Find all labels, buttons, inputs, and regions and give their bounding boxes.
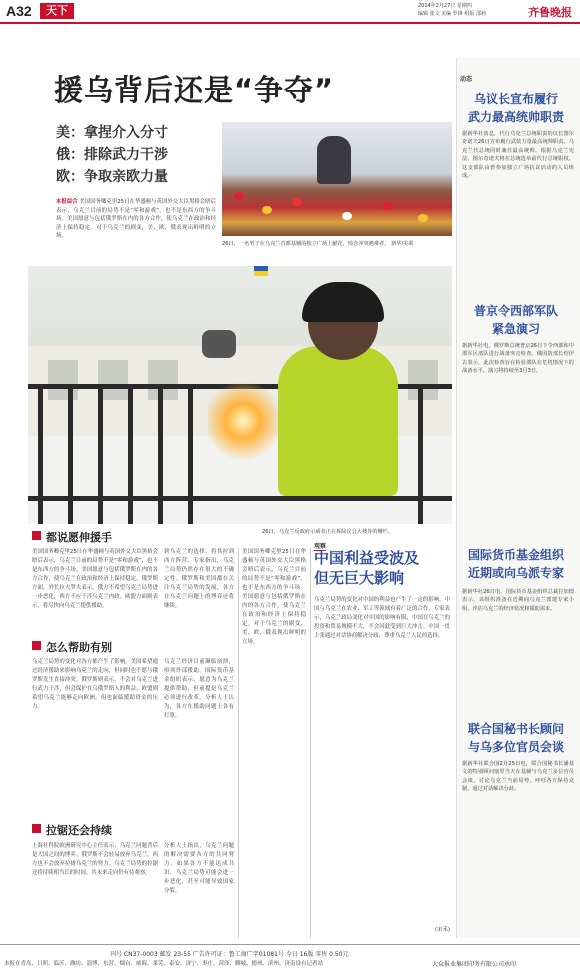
footer-printer: 大众报业集团印务有限公司承印 (432, 961, 517, 968)
sidebar-item-2-title: 普京令西部军队 紧急演习 (473, 304, 558, 336)
worker-glove (202, 330, 236, 358)
sidebar-item-4-title: 联合国秘书长顾问 与乌多位官员会谈 (467, 722, 564, 754)
building-window (408, 360, 438, 400)
photo2-caption: 26日，乌克兰反政府示威者正在拆除议会大楼外的栅栏。 (262, 529, 394, 535)
issue-date: 2014年2月27日 星期四 (418, 3, 472, 9)
fence-bar (128, 386, 133, 524)
masthead-logo: 齐鲁晚报 (528, 6, 572, 19)
sidebar-item-1-title: 乌议长宣布履行 武力最高统帅职责 (467, 92, 564, 124)
flower-shape (342, 212, 352, 220)
page-footer (0, 944, 580, 980)
editors-line: 编辑 张文 美编 罗锋 组版 邵莉 (418, 11, 486, 17)
lead-text: 美国国务卿克里25日在华盛顿与英国外交大臣黑格会晤后表示，乌克兰目前的局势不是“零和游戏”，也不是东西方的争斗场。美国愿意与包括俄罗斯在内的各方合作，使乌克兰在政治和经济上保持稳定。对于乌克兰的剧变，美、欧、俄表现出鲜明的立场。 (56, 199, 216, 240)
section2-text-col2: 乌克兰经济目前濒临崩溃，亟须外部援助。国际货币基金组织表示，愿意为乌克兰提供帮助，但前提是乌克兰必须进行改革。分析人士认为，各方在援助问题上各有打算。 (164, 659, 234, 719)
section3-text-col1: 上海社科院欧洲研究中心主任表示，乌克兰问题背后是大国之间的博弈。俄罗斯不会轻易放弃乌克兰，西方也不会放弃拉拢乌克兰的努力。乌克兰局势的拉锯还将持续相当长的时间，其未来走向仍有待观察。 (32, 843, 158, 876)
sparks (208, 376, 278, 466)
fence-bar (418, 386, 423, 524)
sidebar-item-1-text: 据新华社消息，代行乌克兰总统职责的议长图尔奇诺夫26日宣布履行武装力量最高统帅职责。乌克兰代总统同时兼任最高统帅。根据乌克兰宪法，图尔奇诺夫将在总统选举前代行总统职权。这支部队由曾参加独立广场抗议活动的人员组成。 (462, 131, 574, 180)
page-title: 援乌背后还是“争夺” (54, 73, 335, 107)
commentary-title-line2: 但无巨大影响 (314, 569, 405, 587)
fence-rail (28, 496, 452, 501)
flower-shape (262, 206, 272, 214)
section1-text-col1: 美国国务卿克里25日在华盛顿与英国外交大臣黑格会晤后表示，乌克兰目前的局势不是“零和游戏”，也不是东西方的争斗场。美国愿意与包括俄罗斯在内的各方合作，使乌克兰在政治和经济上保持稳定。俄罗斯方面，外长拉夫罗夫表示，俄方不希望乌克兰局势进一步恶化，西方不应干涉乌克兰内政。欧盟方面则表示，将尽快向乌克兰提供援助。 (32, 549, 158, 609)
subheadline-russia: 俄：排除武力干涉 (56, 147, 168, 163)
sidebar-item-4-text: 据新华社联合国2月25日电，联合国秘书长潘基文的特别顾问塞里当天在基辅与乌克兰多位官员会谈，讨论乌克兰当前局势，呼吁各方保持克制，通过对话解决分歧。 (462, 761, 574, 793)
sidebar-item-2-text: 据新华社电，俄罗斯总统普京26日下令西部和中部军区部队进行战备突击检查。俄国防部长绍伊古表示，此次检查旨在检验部队在危机情况下的战备水平。演习将持续至3月3日。 (462, 343, 574, 375)
worker-vest (278, 346, 398, 496)
section-marker-icon (32, 531, 41, 540)
sidebar-item-3-text: 据新华社26日电，国际货币基金组织总裁拉加德表示，该组织准备在近期向乌克兰派遣专家小组，评估乌克兰的经济状况和援助需求。 (462, 589, 574, 612)
commentary-body: 乌克兰局势的变化对中国的利益也产生了一定的影响。中国与乌克兰在农业、军工等领域有着广泛的合作。专家表示，乌克兰政局变化对中国的影响有限，中国在乌克兰的投资和贸易规模不大，不会因此受到巨大冲击。中国一贯主张通过对话协商解决分歧，尊重乌克兰人民的选择。 (314, 597, 450, 639)
photo-memorial-flowers (222, 122, 452, 236)
flower-shape (234, 192, 244, 200)
photo1-caption: 26日，一名男子在乌克兰首都基辅的独立广场上献花，悼念冲突遇难者。 新华/美联 (222, 241, 414, 247)
building-window (48, 360, 78, 400)
lead-paragraph (56, 198, 216, 241)
flower-shape (292, 198, 302, 206)
section-heading-2: 怎么帮助有别 (28, 639, 228, 653)
section2-text-col1: 乌克兰局势的变化对各方都产生了影响。美国希望通过经济援助来影响乌克兰的走向，但同时也不愿与俄罗斯发生直接冲突。俄罗斯则表示，不会对乌克兰进行武力干涉，但会保护在乌俄罗斯人的利益。欧盟则希望乌克兰能够走向欧洲，但也面临援助资金的压力。 (32, 659, 158, 710)
section-heading-3: 拉锯还会持续 (28, 822, 228, 836)
fence-bar (98, 386, 103, 524)
commentary-author: (宋禾) (435, 927, 450, 933)
section-marker-icon (32, 824, 41, 833)
continued-text-col: 美国国务卿克里25日在华盛顿与英国外交大臣黑格会晤后表示，乌克兰目前的局势不是“零和游戏”，也不是东西方的争斗场。美国愿意与包括俄罗斯在内的各方合作，使乌克兰在政治和经济上保持稳定。对于乌克兰的剧变，美、欧、俄表现出鲜明的立场。 (242, 549, 306, 645)
lead-source: 本报综合 (56, 199, 78, 205)
subheadline-eu: 欧：争取亲欧力量 (56, 169, 168, 185)
sidebar-item-3-title: 国际货币基金组织 近期或向乌派专家 (467, 548, 564, 580)
flower-shape (382, 202, 392, 210)
commentary-tag: 观察 (314, 543, 327, 550)
section-marker-icon (32, 641, 41, 650)
section3-text-col2: 分析人士指出，乌克兰问题的解决需要各方的共同努力。如果各方不能达成共识，乌克兰局势可能会进一步恶化，甚至可能导致国家分裂。 (164, 843, 234, 894)
building-window (148, 360, 178, 400)
sidebar-tag: 动态 (460, 76, 473, 83)
footer-bureaus: 本报在青岛、日照、临沂、潍坊、淄博、东营、烟台、威海、莱芜、泰安、济宁、枣庄、菏泽、聊城、德州、滨州、济南设有记者站 (4, 961, 324, 967)
fence-bar (188, 386, 193, 524)
column-divider (238, 548, 239, 938)
section1-text-col2: 到乌克兰的选择，将其拉到西方阵营。专家指出，乌克兰局势仍然存在很大的不确定性。俄罗斯和美国都在关注乌克兰局势的发展，各方在乌克兰问题上的博弈还将继续。 (164, 549, 234, 609)
column-divider (310, 548, 311, 938)
section-heading-1: 都说愿伸援手 (28, 529, 228, 543)
fence-bar (158, 386, 163, 524)
page-header (0, 0, 580, 24)
section-label: 天下 (40, 3, 74, 19)
footer-publication-info: 刊号 CN37-0003 邮发 23-55 广告许可证：鲁工商广字01081号 今日 16版 零售 0.50元 (110, 951, 349, 958)
flower-shape (418, 214, 428, 222)
ukraine-flag-icon (254, 266, 268, 276)
fence-bar (68, 386, 73, 524)
photo-fence-cutting (28, 266, 452, 524)
subheadline-us: 美：拿捏介入分寸 (56, 125, 168, 141)
header-meta (418, 2, 538, 18)
page-number: A32 (6, 3, 32, 19)
photo-figure (317, 136, 351, 184)
fence-bar (38, 386, 43, 524)
commentary-title-line1: 中国利益受波及 (314, 549, 420, 567)
